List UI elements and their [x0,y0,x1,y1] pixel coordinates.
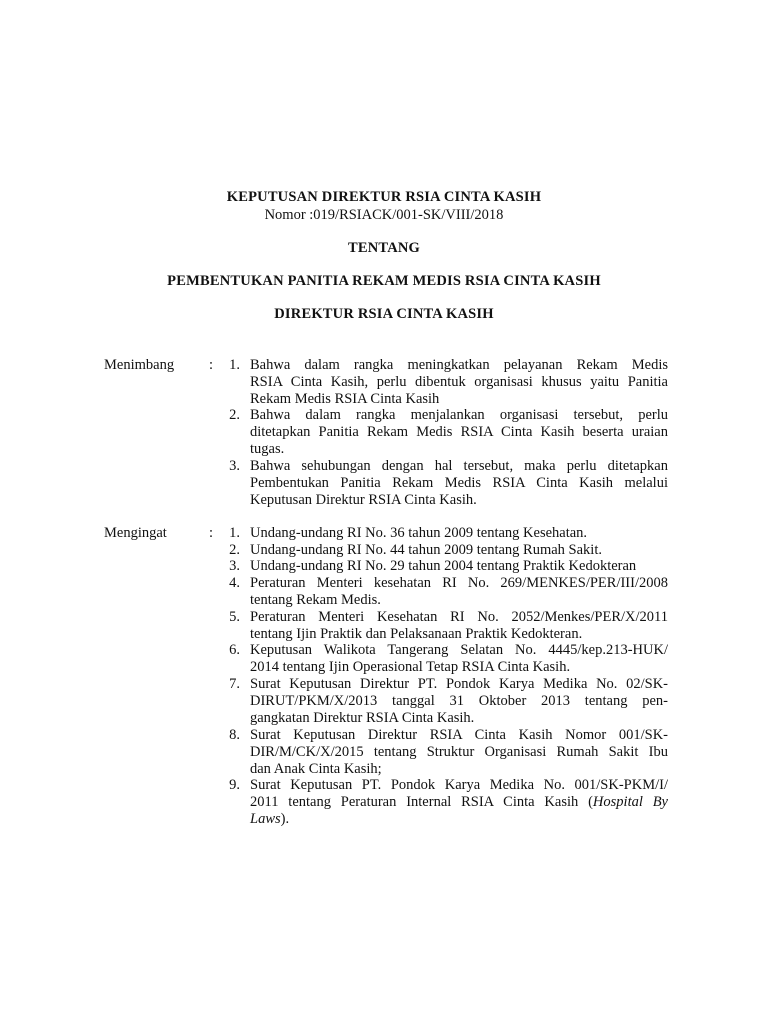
item-line: Rekam Medis RSIA Cinta Kasih [250,391,440,407]
item-line: Undang-undang RI No. 29 tahun 2004 tentang Praktik Kedokteran [250,558,637,574]
item-number: 8. [229,727,240,743]
mengingat-item-9 [220,777,668,828]
item-line: Undang-undang RI No. 36 tahun 2009 tentang Kesehatan. [250,525,588,541]
item-line: Undang-undang RI No. 44 tahun 2009 tentang Rumah Sakit. [250,542,602,558]
document-number: Nomor :019/RSIACK/001-SK/VIII/2018 [264,207,504,223]
mengingat-item-7 [220,676,668,727]
item-line-text: 2011 tentang Peraturan Internal RSIA Cinta Kasih ( [250,794,593,810]
item-number: 7. [229,676,240,692]
item-line: dan Anak Cinta Kasih; [250,761,382,777]
item-line: tentang Ijin Praktik dan Pelaksanaan Praktik Kedokteran. [250,626,583,642]
item-line: tentang Rekam Medis. [250,592,381,608]
mengingat-item-2 [220,542,668,559]
italic-term: Laws [250,811,281,827]
mengingat-item-8 [220,727,668,778]
item-number: 1. [229,357,240,373]
item-line: Keputusan Walikota Tangerang Selatan No. 4445/kep.213-HUK/ [250,642,668,658]
mengingat-item-1 [220,525,668,542]
mengingat-item-3 [220,558,668,575]
item-line: Bahwa sehubungan dengan hal tersebut, maka perlu ditetapkan [250,458,668,474]
item-number: 9. [229,777,240,793]
item-line: Bahwa dalam rangka meningkatkan pelayanan Rekam Medis [250,357,668,373]
item-line: Pembentukan Panitia Rekam Medis RSIA Cinta Kasih melalui [250,475,668,491]
document-title: KEPUTUSAN DIREKTUR RSIA CINTA KASIH [226,189,542,205]
mengingat-item-4 [220,575,668,609]
item-line: Surat Keputusan Direktur RSIA Cinta Kasih Nomor 001/SK- [250,727,668,743]
item-line-text: ). [280,811,290,827]
item-line-with-italic [250,794,668,811]
item-line: Surat Keputusan PT. Pondok Karya Medika No. 001/SK-PKM/I/ [250,777,668,793]
item-line: RSIA Cinta Kasih, perlu dibentuk organisasi khusus yaitu Panitia [250,374,668,390]
menimbang-item-1 [220,357,668,408]
mengingat-item-5 [220,609,668,643]
mengingat-item-6 [220,642,668,676]
item-line: 2014 tentang Ijin Operasional Tetap RSIA Cinta Kasih. [250,659,571,675]
item-number: 4. [229,575,240,591]
item-line: DIR/M/CK/X/2015 tentang Struktur Organisasi Rumah Sakit Ibu [250,744,668,760]
item-number: 3. [229,458,240,474]
item-line: gangkatan Direktur RSIA Cinta Kasih. [250,710,475,726]
item-number: 6. [229,642,240,658]
item-number: 2. [229,542,240,558]
mengingat-colon: : [209,525,214,541]
item-line-with-italic [250,811,668,828]
italic-term: Hospital By [592,794,668,810]
item-number: 5. [229,609,240,625]
menimbang-label: Menimbang [104,357,175,373]
item-number: 1. [229,525,240,541]
item-number: 3. [229,558,240,574]
document-subject: PEMBENTUKAN PANITIA REKAM MEDIS RSIA CINTA KASIH [167,273,601,289]
item-line: Keputusan Direktur RSIA Cinta Kasih. [250,492,477,508]
menimbang-colon: : [209,357,214,373]
item-line: Surat Keputusan Direktur PT. Pondok Karya Medika No. 02/SK- [250,676,668,692]
menimbang-item-2 [220,407,668,458]
mengingat-label: Mengingat [104,525,167,541]
item-line: Peraturan Menteri Kesehatan RI No. 2052/Menkes/PER/X/2011 [250,609,668,625]
menimbang-item-3 [220,458,668,509]
document-about: TENTANG [347,240,421,256]
item-line: tugas. [250,441,285,457]
director-heading: DIREKTUR RSIA CINTA KASIH [274,306,494,322]
item-line: ditetapkan Panitia Rekam Medis RSIA Cinta Kasih beserta uraian [250,424,668,440]
item-line: DIRUT/PKM/X/2013 tanggal 31 Oktober 2013 tentang pen- [250,693,668,709]
item-number: 2. [229,407,240,423]
item-line: Peraturan Menteri kesehatan RI No. 269/MENKES/PER/III/2008 [250,575,668,591]
item-line: Bahwa dalam rangka menjalankan organisasi tersebut, perlu [250,407,668,423]
